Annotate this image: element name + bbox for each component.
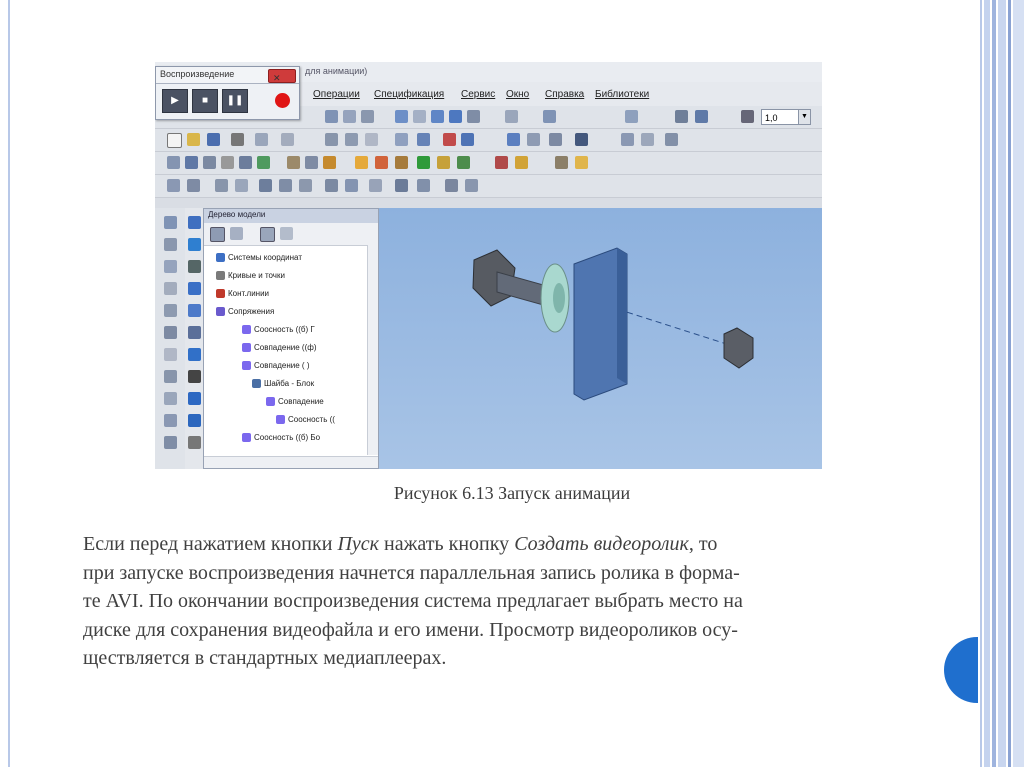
figure-caption: Рисунок 6.13 Запуск анимации bbox=[393, 483, 631, 503]
fillet-icon[interactable] bbox=[164, 392, 177, 405]
toolbar-row-4 bbox=[155, 175, 822, 198]
wireframe-icon[interactable] bbox=[449, 110, 462, 123]
paragraph-line: ществляется в стандартных медиаплеерах. bbox=[83, 647, 447, 669]
preview-icon[interactable] bbox=[255, 133, 268, 146]
window-title: для анимации) bbox=[305, 66, 368, 76]
save-icon[interactable] bbox=[207, 133, 220, 146]
curve-icon[interactable] bbox=[164, 260, 177, 273]
tree-list-icon[interactable] bbox=[230, 227, 243, 240]
green-sphere-icon[interactable] bbox=[417, 156, 430, 169]
tree-node[interactable]: Соосность (( bbox=[276, 415, 335, 424]
collision-icon[interactable] bbox=[369, 179, 382, 192]
toolbar-row-2 bbox=[155, 129, 822, 152]
open-folder-icon[interactable] bbox=[187, 133, 200, 146]
cut-icon[interactable] bbox=[325, 133, 338, 146]
play-icon: ▶ bbox=[171, 95, 179, 106]
chamfer-icon[interactable] bbox=[164, 414, 177, 427]
properties-icon[interactable] bbox=[695, 110, 708, 123]
thread-icon[interactable] bbox=[188, 392, 201, 405]
record-button[interactable] bbox=[271, 89, 295, 113]
grid-icon[interactable] bbox=[625, 110, 638, 123]
menu-operations[interactable]: Операции bbox=[313, 89, 360, 100]
color-icon[interactable] bbox=[375, 156, 388, 169]
tree-node[interactable]: Шайба - Блок bbox=[252, 379, 314, 388]
shell-icon[interactable] bbox=[164, 370, 177, 383]
pan-icon[interactable] bbox=[343, 110, 356, 123]
rotate-icon[interactable] bbox=[325, 110, 338, 123]
pencil-icon[interactable] bbox=[575, 156, 588, 169]
tree-node[interactable]: Кривые и точки bbox=[216, 271, 285, 280]
check-icon[interactable] bbox=[395, 133, 408, 146]
pause-button[interactable] bbox=[222, 89, 248, 113]
stop-button[interactable] bbox=[192, 89, 218, 113]
feature-toolbar bbox=[185, 208, 203, 469]
scale-icon[interactable] bbox=[741, 110, 754, 123]
close-button[interactable] bbox=[268, 69, 296, 83]
emphasis-create-video: Создать видеоролик bbox=[514, 533, 689, 555]
perspective-icon[interactable] bbox=[467, 110, 480, 123]
pattern-icon[interactable] bbox=[188, 414, 201, 427]
coincide-icon[interactable] bbox=[259, 179, 272, 192]
mirror-icon[interactable] bbox=[239, 156, 252, 169]
close-icon: ✕ bbox=[273, 73, 281, 83]
contour-node-icon bbox=[216, 289, 225, 298]
tree-node[interactable]: Соосность ((б) Г bbox=[242, 325, 315, 334]
sweep-icon[interactable] bbox=[188, 282, 201, 295]
right-border-stripe bbox=[984, 0, 990, 767]
menu-window[interactable]: Окно bbox=[506, 89, 530, 100]
mate-icon[interactable] bbox=[345, 179, 358, 192]
nut bbox=[724, 328, 753, 368]
zoom-combo[interactable] bbox=[761, 109, 811, 125]
scene-icon[interactable] bbox=[457, 156, 470, 169]
distance-icon[interactable] bbox=[215, 179, 228, 192]
frame-icon[interactable] bbox=[555, 156, 568, 169]
chevron-down-icon[interactable]: ▼ bbox=[798, 110, 810, 124]
layers-icon[interactable] bbox=[675, 110, 688, 123]
mates-node-icon bbox=[216, 307, 225, 316]
pause-icon: ❚❚ bbox=[226, 95, 244, 106]
mate-node-icon bbox=[266, 397, 275, 406]
mate-node-icon bbox=[242, 343, 251, 352]
plate-block-side bbox=[617, 248, 627, 384]
tree-horizontal-scrollbar[interactable] bbox=[204, 456, 378, 468]
mate-node-icon bbox=[242, 361, 251, 370]
right-border-stripe bbox=[1013, 0, 1024, 767]
print-icon[interactable] bbox=[231, 133, 244, 146]
assembly-model bbox=[379, 208, 822, 469]
stop-icon: ■ bbox=[201, 95, 209, 106]
axis-icon[interactable] bbox=[164, 326, 177, 339]
right-border-stripe bbox=[1008, 0, 1011, 767]
tree-node[interactable]: Системы координат bbox=[216, 253, 302, 262]
tree-node[interactable]: Совпадение ((ф) bbox=[242, 343, 317, 352]
loft-icon[interactable] bbox=[188, 304, 201, 317]
cut-extrude-icon[interactable] bbox=[188, 326, 201, 339]
model-tree-panel bbox=[203, 208, 379, 469]
material-icon[interactable] bbox=[395, 156, 408, 169]
constraint-icon[interactable] bbox=[167, 179, 180, 192]
washer-hole bbox=[553, 283, 565, 313]
menu-libraries[interactable]: Библиотеки bbox=[595, 89, 650, 100]
model-viewport[interactable] bbox=[379, 208, 822, 469]
insert-icon[interactable] bbox=[221, 156, 234, 169]
mirror-body-icon[interactable] bbox=[188, 436, 201, 449]
coordinate-icon[interactable] bbox=[188, 216, 201, 229]
revolve-icon[interactable] bbox=[188, 260, 201, 273]
curve-node-icon bbox=[216, 271, 225, 280]
redo-icon[interactable] bbox=[461, 133, 474, 146]
model-tree-title: Дерево модели bbox=[208, 210, 266, 219]
hole-icon[interactable] bbox=[164, 436, 177, 449]
analysis-icon[interactable] bbox=[495, 156, 508, 169]
zoom-value: 1,0 bbox=[765, 113, 778, 123]
paragraph-line: Если перед нажатием кнопки Пуск нажать кнопку Создать видеоролик, то bbox=[83, 533, 718, 555]
emphasis-start: Пуск bbox=[337, 533, 379, 555]
bind-icon[interactable] bbox=[305, 156, 318, 169]
tree-node[interactable]: Конт.линии bbox=[216, 289, 269, 298]
tree-node[interactable]: Совпадение ( ) bbox=[242, 361, 309, 370]
shaded-icon[interactable] bbox=[431, 110, 444, 123]
right-border-stripe bbox=[998, 0, 1006, 767]
tree-node[interactable]: Сопряжения bbox=[216, 307, 274, 316]
report-icon[interactable] bbox=[515, 156, 528, 169]
copy-icon[interactable] bbox=[345, 133, 358, 146]
annotation-icon[interactable] bbox=[641, 133, 654, 146]
angle-icon[interactable] bbox=[235, 179, 248, 192]
figure-screenshot bbox=[155, 62, 822, 469]
mate-node-icon bbox=[242, 325, 251, 334]
mate-node-icon bbox=[276, 415, 285, 424]
playback-titlebar bbox=[156, 67, 299, 84]
highlight-icon[interactable] bbox=[355, 156, 368, 169]
assembly-icon[interactable] bbox=[185, 156, 198, 169]
light-icon[interactable] bbox=[437, 156, 450, 169]
point-icon[interactable] bbox=[164, 282, 177, 295]
fx-icon[interactable] bbox=[549, 133, 562, 146]
playback-panel bbox=[155, 66, 300, 120]
tree-filter-icon[interactable] bbox=[280, 227, 293, 240]
view-icon[interactable] bbox=[395, 110, 408, 123]
explode-icon[interactable] bbox=[395, 179, 408, 192]
new-file-icon[interactable] bbox=[167, 133, 182, 148]
tangent-icon[interactable] bbox=[299, 179, 312, 192]
tree-scrollbar[interactable] bbox=[367, 245, 378, 455]
body-paragraph bbox=[83, 530, 943, 673]
section-icon[interactable] bbox=[413, 110, 426, 123]
rotate-part-icon[interactable] bbox=[445, 179, 458, 192]
component-icon[interactable] bbox=[203, 156, 216, 169]
tree-structure-icon[interactable] bbox=[260, 227, 275, 242]
toolbar-row-3 bbox=[155, 152, 822, 175]
move-icon[interactable] bbox=[417, 179, 430, 192]
play-button[interactable] bbox=[162, 89, 188, 113]
dimension-icon[interactable] bbox=[621, 133, 634, 146]
menu-specification[interactable]: Спецификация bbox=[374, 89, 445, 100]
boolean-icon[interactable] bbox=[188, 348, 201, 361]
menu-service[interactable]: Сервис bbox=[461, 89, 496, 100]
parallel-icon[interactable] bbox=[279, 179, 292, 192]
model-tree-toolbar bbox=[204, 223, 378, 246]
measure-icon[interactable] bbox=[505, 110, 518, 123]
tree-mode-icon[interactable] bbox=[210, 227, 225, 242]
paragraph-line: диске для сохранения видеофайла и его имени. Просмотр видеороликов осу- bbox=[83, 618, 738, 641]
tree-icon[interactable] bbox=[507, 133, 520, 146]
coordinate-system-icon bbox=[216, 253, 225, 262]
menu-help[interactable]: Справка bbox=[545, 89, 585, 100]
options-icon[interactable] bbox=[465, 179, 478, 192]
extrude-icon[interactable] bbox=[188, 238, 201, 251]
tree-node[interactable]: Совпадение bbox=[266, 397, 324, 406]
align-icon[interactable] bbox=[187, 179, 200, 192]
lock-icon[interactable] bbox=[323, 156, 336, 169]
snap-icon[interactable] bbox=[287, 156, 300, 169]
left-toolbar bbox=[155, 208, 186, 469]
sketch-icon[interactable] bbox=[164, 216, 177, 229]
tree-node[interactable]: Соосность ((б) Бо bbox=[242, 433, 320, 442]
paragraph-line: те AVI. По окончании воспроизведения система предлагает выбрать место на bbox=[83, 590, 743, 612]
paste-icon[interactable] bbox=[365, 133, 378, 146]
filter-icon[interactable] bbox=[543, 110, 556, 123]
doc-icon[interactable] bbox=[281, 133, 294, 146]
help-icon[interactable] bbox=[575, 133, 588, 146]
rib-icon[interactable] bbox=[188, 370, 201, 383]
array-icon[interactable] bbox=[257, 156, 270, 169]
surface-icon[interactable] bbox=[164, 348, 177, 361]
record-icon bbox=[275, 93, 290, 108]
table-icon[interactable] bbox=[665, 133, 678, 146]
model-tree-header bbox=[204, 209, 378, 224]
line-icon[interactable] bbox=[164, 238, 177, 251]
fix-icon[interactable] bbox=[325, 179, 338, 192]
right-border-stripe bbox=[992, 0, 996, 767]
playback-title: Воспроизведение bbox=[160, 69, 235, 79]
library-icon[interactable] bbox=[527, 133, 540, 146]
part-icon[interactable] bbox=[167, 156, 180, 169]
list-icon[interactable] bbox=[417, 133, 430, 146]
paragraph-line: при запуске воспроизведения начнется параллельная запись ролика в форма- bbox=[83, 561, 740, 584]
plane-icon[interactable] bbox=[164, 304, 177, 317]
subassembly-icon bbox=[252, 379, 261, 388]
mate-node-icon bbox=[242, 433, 251, 442]
undo-icon[interactable] bbox=[443, 133, 456, 146]
zoom-icon[interactable] bbox=[361, 110, 374, 123]
